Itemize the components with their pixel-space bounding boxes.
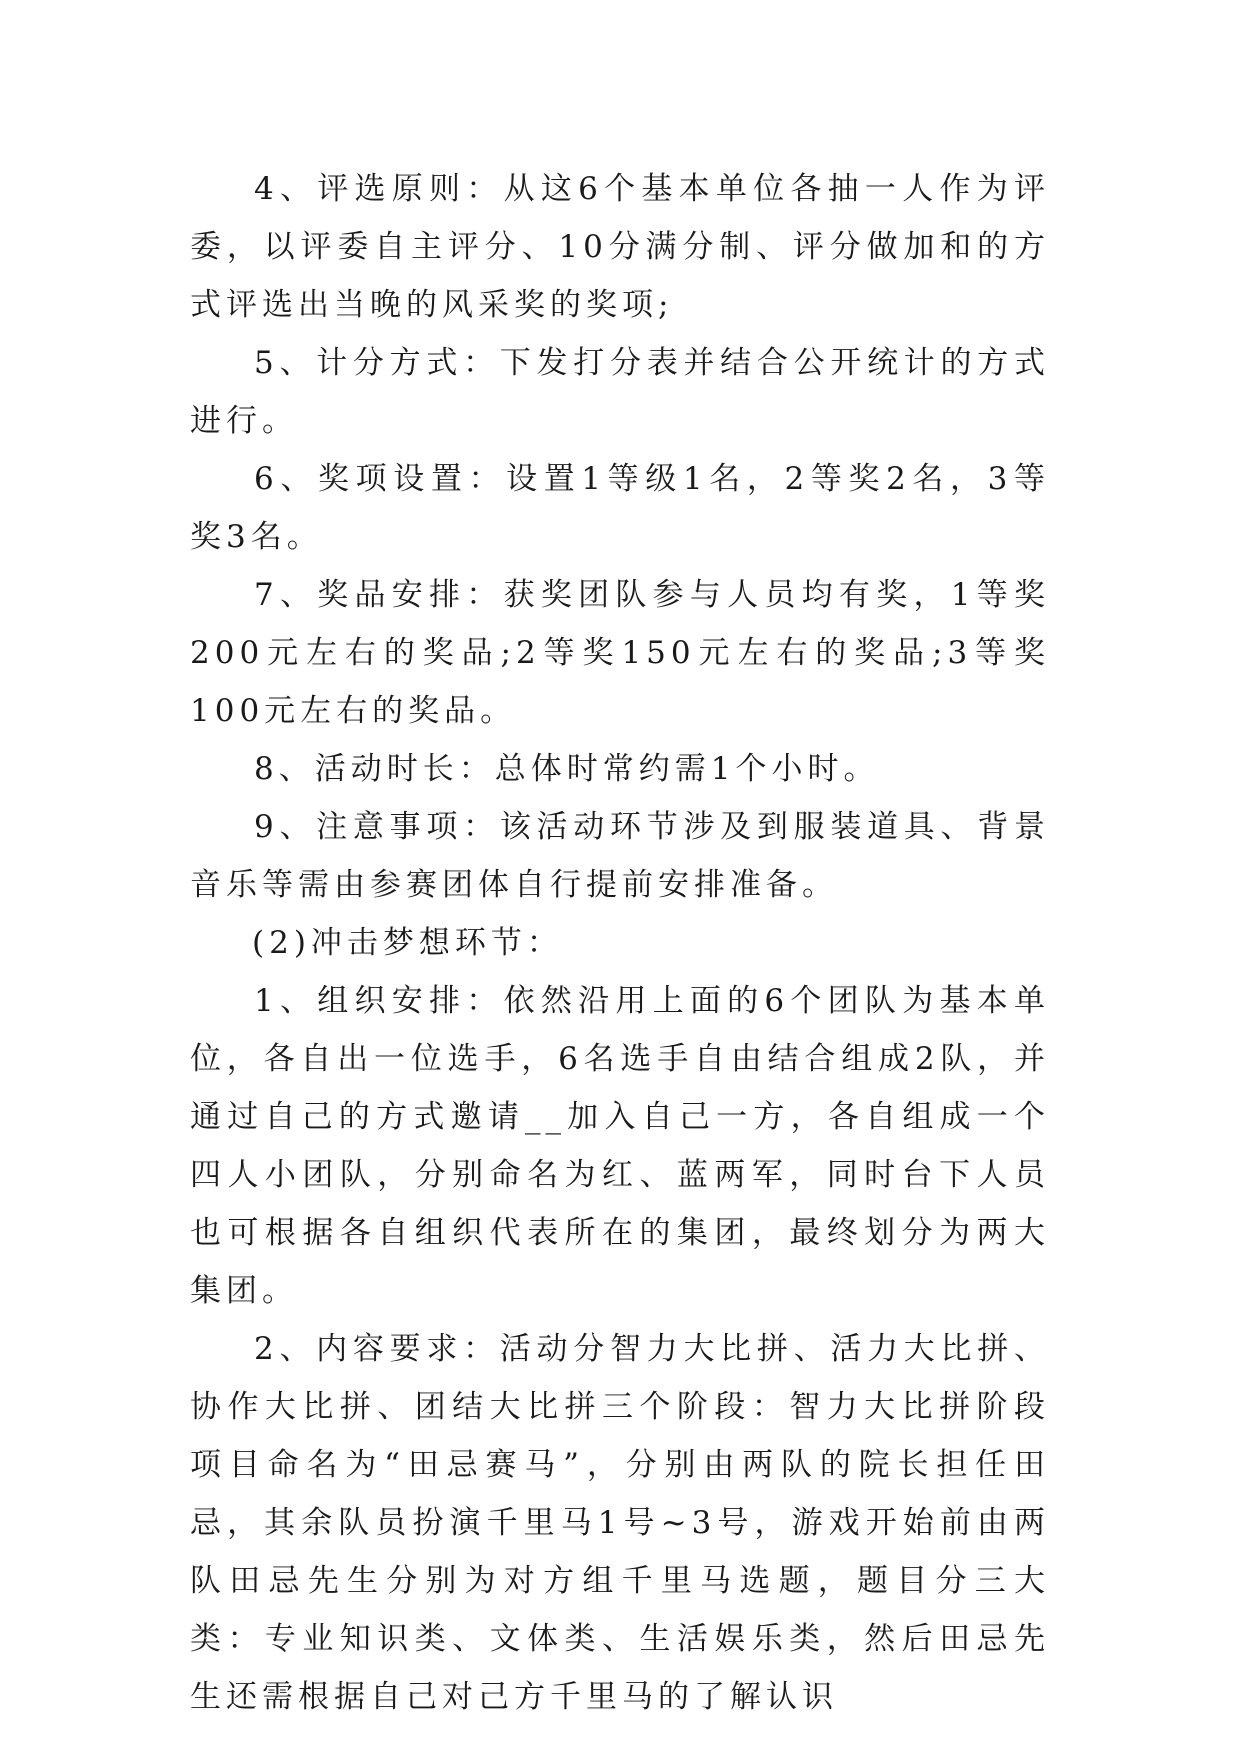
paragraph-award-settings: 6、奖项设置：设置1等级1名，2等奖2名，3等奖3名。 [190, 461, 1050, 555]
paragraph-evaluation-principle: 4、评选原则：从这6个基本单位各抽一人作为评委，以评委自主评分、10分满分制、评分做加和的方式评选出当晚的风采奖的奖项; [190, 171, 1050, 323]
paragraph-scoring-method: 5、计分方式：下发打分表并结合公开统计的方式进行。 [190, 345, 1050, 439]
section-heading-dream-challenge: (2)冲击梦想环节： [252, 925, 563, 961]
paragraph-notes: 9、注意事项：该活动环节涉及到服装道具、背景音乐等需由参赛团体自行提前安排准备。 [190, 809, 1050, 903]
paragraph-activity-duration: 8、活动时长：总体时常约需1个小时。 [254, 751, 880, 787]
document-body [190, 160, 1050, 1726]
paragraph-organization: 1、组织安排：依然沿用上面的6个团队为基本单位，各自出一位选手，6名选手自由结合组成2队，并通过自己的方式邀请__加入自己一方，各自组成一个四人小团队，分别命名为红、蓝两军，同时台下人员也可根据各自组织代表所在的集团，最终划分为两大集团。 [190, 983, 1050, 1309]
paragraph-content-requirements: 2、内容要求：活动分智力大比拼、活力大比拼、协作大比拼、团结大比拼三个阶段：智力大比拼阶段项目命名为“田忌赛马”，分别由两队的院长担任田忌，其余队员扮演千里马1号~3号，游戏开始前由两队田忌先生分别为对方组千里马选题，题目分三大类：专业知识类、文体类、生活娱乐类，然后田忌先生还需根据自己对己方千里马的了解认识 [190, 1331, 1050, 1715]
paragraph-prize-arrangement: 7、奖品安排：获奖团队参与人员均有奖，1等奖200元左右的奖品;2等奖150元左右的奖品;3等奖100元左右的奖品。 [190, 577, 1050, 729]
